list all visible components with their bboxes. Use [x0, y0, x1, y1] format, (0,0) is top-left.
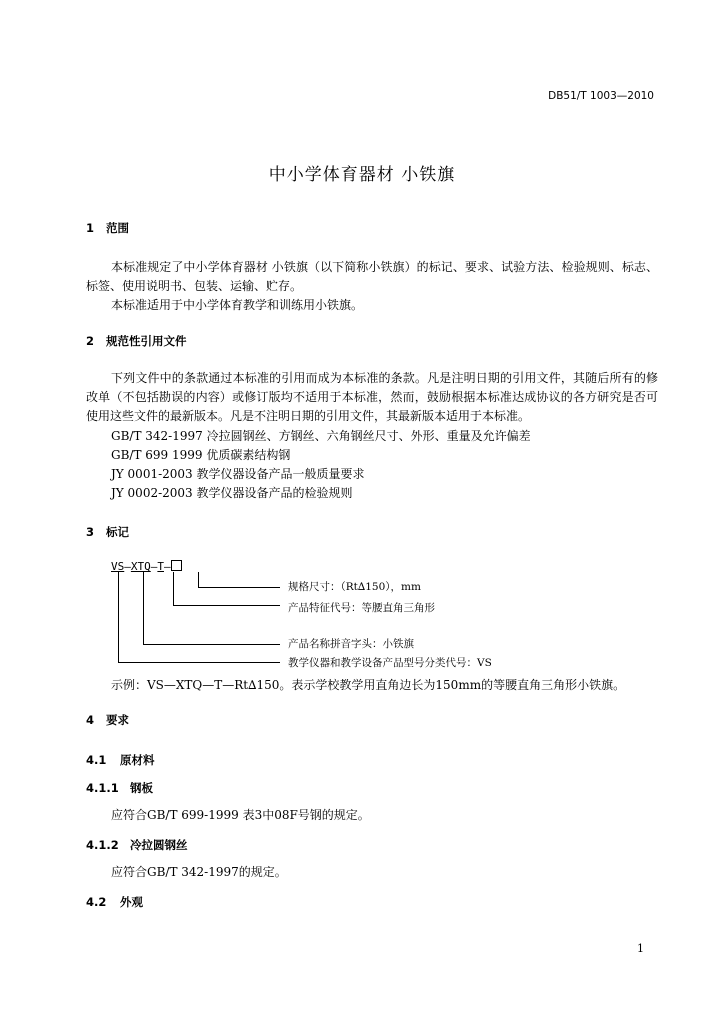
document-code: DB51/T 1003—2010	[548, 90, 654, 102]
reference-item: GB/T 342-1997 冷拉圆钢丝、方钢丝、六角钢丝尺寸、外形、重量及允许偏差	[111, 429, 531, 443]
section-title: 规范性引用文件	[106, 334, 187, 348]
reference-item: JY 0001-2003 教学仪器设备产品一般质量要求	[111, 467, 365, 481]
paragraph: 本标准规定了中小学体育器材 小铁旗（以下简称小铁旗）的标记、要求、试验方法、检验规则、标志、标签、使用说明书、包装、运输、贮存。	[86, 260, 658, 293]
code-size-box	[171, 560, 182, 571]
paragraph: 本标准适用于中小学体育教学和训练用小铁旗。	[111, 298, 364, 312]
diagram-line	[198, 572, 199, 587]
reference-list	[111, 427, 531, 503]
diagram-line	[118, 662, 280, 663]
diagram-line	[173, 605, 280, 606]
section-title: 外观	[120, 895, 143, 909]
section-title: 冷拉圆钢丝	[130, 838, 188, 852]
section-title: 钢板	[130, 781, 153, 795]
marking-label: 规格尺寸：（Rt∆150），mm	[288, 581, 421, 593]
marking-example: 示例：VS—XTQ—T—Rt∆150。表示学校教学用直角边长为150mm的等腰直角三角形小铁旗。	[111, 678, 626, 692]
code-dash: —	[124, 560, 131, 573]
section-4-1-1-heading	[86, 780, 153, 796]
marking-label: 产品名称拼音字头：小铁旗	[288, 638, 414, 650]
section-4-1-heading	[86, 752, 155, 768]
section-4-2-heading	[86, 894, 143, 910]
code-part-t: T	[157, 560, 164, 573]
section-4-1-2-body: 应符合GB/T 342-1997的规定。	[111, 865, 287, 879]
section-title: 要求	[106, 713, 129, 727]
marking-label: 教学仪器和教学设备产品型号分类代号：VS	[288, 657, 492, 669]
section-title: 原材料	[120, 753, 155, 767]
diagram-line	[143, 644, 280, 645]
section-number: 4.1.2	[86, 838, 119, 852]
section-number: 4	[86, 713, 95, 727]
section-4-1-1-body: 应符合GB/T 699-1999 表3中08F号钢的规定。	[111, 808, 370, 822]
page-title: 中小学体育器材 小铁旗	[268, 165, 456, 185]
diagram-line	[118, 572, 119, 662]
diagram-line	[198, 587, 280, 588]
code-dash: —	[150, 560, 158, 573]
section-3-heading	[86, 524, 129, 540]
section-number: 3	[86, 525, 95, 539]
diagram-line	[173, 572, 174, 605]
section-number: 4.1	[86, 753, 107, 767]
section-number: 4.1.1	[86, 781, 119, 795]
code-dash: —	[164, 560, 171, 573]
paragraph: 下列文件中的条款通过本标准的引用而成为本标准的条款。凡是注明日期的引用文件，其随后所有的修改单（不包括勘误的内容）或修订版均不适用于本标准，然而，鼓励根据本标准达成协议的各方研究是否可使用这些文件的最新版本。凡是不注明日期的引用文件，其最新版本适用于本标准。	[86, 371, 658, 423]
marking-label: 产品特征代号：等腰直角三角形	[288, 602, 435, 614]
section-title: 标记	[106, 525, 129, 539]
section-2-body	[86, 369, 658, 426]
section-number: 4.2	[86, 895, 107, 909]
section-title: 范围	[106, 221, 129, 235]
page-number: 1	[637, 942, 644, 955]
section-4-heading	[86, 712, 129, 728]
section-4-1-2-heading	[86, 837, 188, 853]
section-2-heading	[86, 333, 187, 349]
reference-item: GB/T 699 1999 优质碳素结构钢	[111, 448, 291, 462]
code-part-vs: VS	[111, 560, 125, 573]
reference-item: JY 0002-2003 教学仪器设备产品的检验规则	[111, 486, 353, 500]
section-1-body	[86, 258, 658, 315]
marking-code	[111, 560, 182, 573]
section-1-heading	[86, 220, 129, 236]
section-number: 2	[86, 334, 95, 348]
code-part-xtq: XTQ	[130, 560, 151, 573]
section-number: 1	[86, 221, 95, 235]
diagram-line	[143, 572, 144, 644]
